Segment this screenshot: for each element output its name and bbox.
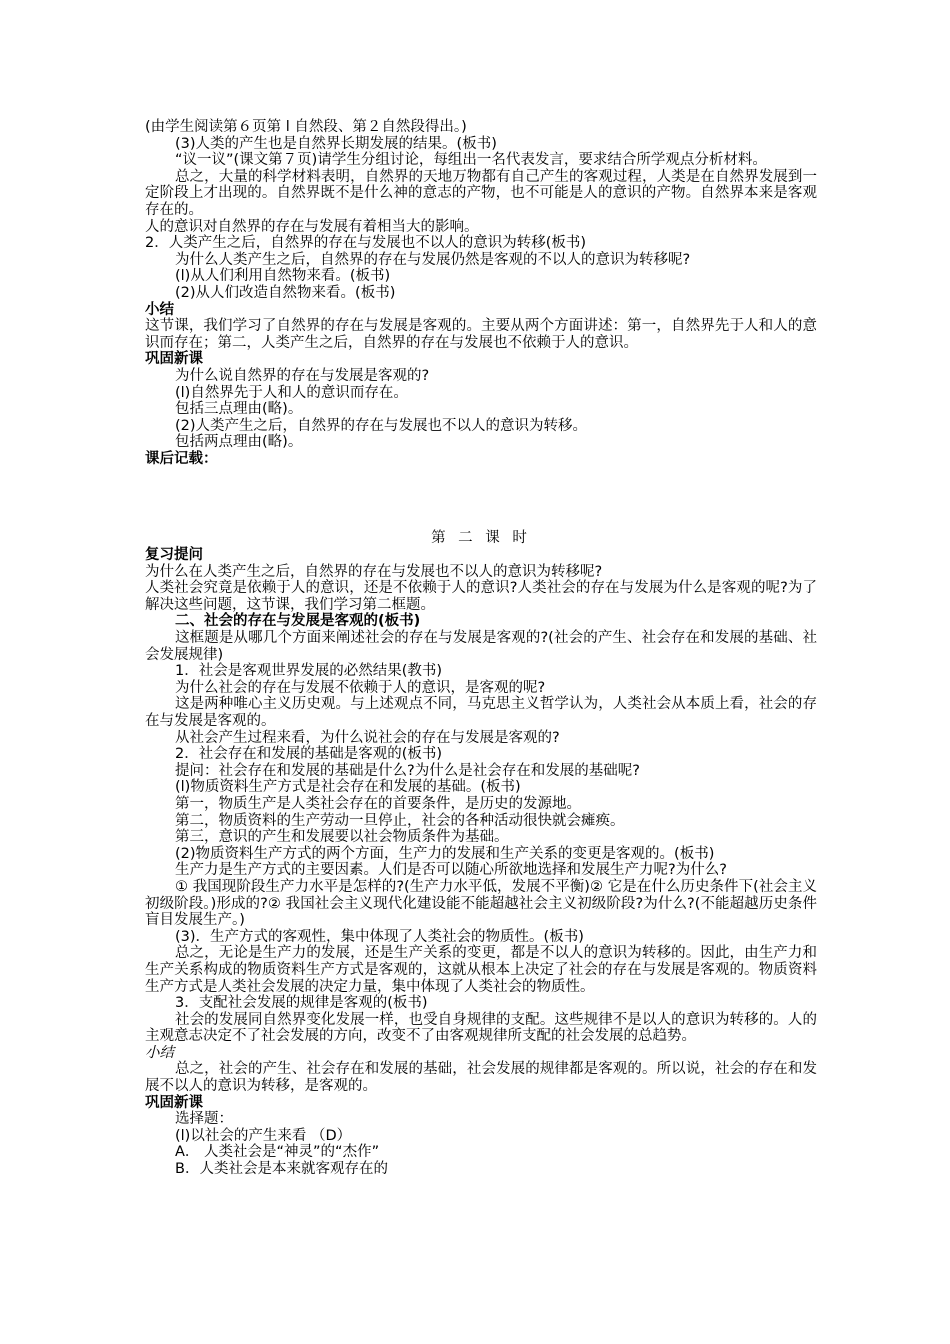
- text-paragraph: (2)人类产生之后，自然界的存在与发展也不以人的意识为转移。: [175, 417, 588, 434]
- text-paragraph: 小结: [145, 1044, 174, 1061]
- text-paragraph: 这是两种唯心主义历史观。与上述观点不同，马克思主义哲学认为，人类社会从本质上看，社会的存在与发展是客观的。: [145, 696, 817, 729]
- text-paragraph: 总之，无论是生产力的发展，还是生产关系的变更，都是不以人的意识为转移的。因此，由生产力和生产关系构成的物质资料生产方式是客观的，这就从根本上决定了社会的存在与发展是客观的。物质资料生产方式是人类社会发展的决定力量，集中体现了人类社会的物质性。: [145, 945, 817, 995]
- text-paragraph: 为什么说自然界的存在与发展是客观的?: [175, 367, 430, 384]
- spacer: [145, 482, 817, 516]
- text-paragraph: 3．支配社会发展的规律是客观的(板书): [175, 995, 428, 1012]
- text-paragraph: 选择题：: [175, 1111, 233, 1128]
- text-paragraph: 第一，物质生产是人类社会存在的首要条件，是历史的发源地。: [175, 795, 581, 812]
- section-heading: 课后记载：: [145, 450, 218, 467]
- text-paragraph: 为什么社会的存在与发展不依赖于人的意识，是客观的呢?: [175, 679, 546, 696]
- text-paragraph: (2)从人们改造自然物来看。(板书): [175, 284, 396, 301]
- text-paragraph: (2)物质资料生产方式的两个方面，生产力的发展和生产关系的变更是客观的。(板书): [175, 845, 715, 862]
- section-heading: 巩固新课: [145, 351, 203, 368]
- text-paragraph: (l)物质资料生产方式是社会存在和发展的基础。(板书): [175, 779, 521, 796]
- text-paragraph: 总之，社会的产生、社会存在和发展的基础，社会发展的规律都是客观的。所以说，社会的存在和发展不以人的意识为转移，是客观的。: [145, 1061, 817, 1095]
- text-paragraph: (l)自然界先于人和人的意识而存在。: [175, 384, 408, 401]
- text-paragraph: ① 我国现阶段生产力水平是怎样的?(生产力水平低，发展不平衡)② 它是在什么历史条件下(社会主义初级阶段。)形成的?② 我国社会主义现代化建设能不能超越社会主义初级阶段?为什么?(不能超越历史条件盲目发展生产。): [145, 878, 817, 929]
- text-paragraph: 社会的发展同自然界变化发展一样，也受自身规律的支配。这些规律不是以人的意识为转移的。人的主观意志决定不了社会发展的方向，改变不了由客观规律所支配的社会发展的总趋势。: [145, 1011, 817, 1045]
- section-heading: 二、社会的存在与发展是客观的(板书): [175, 613, 421, 630]
- text-paragraph: 1．社会是客观世界发展的必然结果(教书): [175, 663, 443, 680]
- text-paragraph: (3)人类的产生也是自然界长期发展的结果。(板书): [175, 135, 497, 152]
- document-page: [145, 119, 817, 1178]
- text-paragraph: 总之，大量的科学材料表明，自然界的天地万物都有自己产生的客观过程，人类是在自然界发展到一定阶段上才出现的。自然界既不是什么神的意志的产物，也不可能是人的意识的产物。自然界本来是客观存在的。: [145, 168, 817, 218]
- text-paragraph: 第二，物质资料的生产劳动一旦停止，社会的各种活动很快就会瘫痪。: [175, 812, 625, 829]
- text-paragraph: 包括两点理由(略)。: [175, 434, 303, 451]
- text-paragraph: 人类社会究竟是依赖于人的意识，还是不依赖于人的意识?人类社会的存在与发展为什么是客观的呢?为了解决这些问题，这节课，我们学习第二框题。: [145, 580, 817, 613]
- text-paragraph: 第三，意识的产生和发展要以社会物质条件为基础。: [175, 829, 509, 846]
- text-paragraph: 这节课，我们学习了自然界的存在与发展是客观的。主要从两个方面讲述：第一，自然界先于人和人的意识而存在；第二，人类产生之后，自然界的存在与发展也不依赖于人的意识。: [145, 318, 817, 351]
- text-paragraph: 包括三点理由(略)。: [175, 401, 303, 418]
- text-paragraph: (3)．生产方式的客观性，集中体现了人类社会的物质性。(板书): [175, 928, 584, 945]
- text-paragraph: B．人类社会是本来就客观存在的: [175, 1161, 388, 1178]
- text-paragraph: 为什么人类产生之后，自然界的存在与发展仍然是客观的不以人的意识为转移呢?: [175, 251, 691, 268]
- text-paragraph: 人的意识对自然界的存在与发展有着相当大的影响。: [145, 218, 479, 235]
- text-paragraph: (由学生阅读第６页第 l 自然段、第２自然段得出。): [145, 119, 467, 135]
- text-paragraph: A． 人类社会是“神灵”的“杰作”: [175, 1144, 380, 1161]
- text-paragraph: 这框题是从哪几个方面来阐述社会的存在与发展是客观的?(社会的产生、社会存在和发展的基础、社会发展规律): [145, 630, 817, 663]
- text-paragraph: (l)从人们利用自然物来看。(板书): [175, 268, 391, 285]
- text-paragraph: “议一议”(课文第７页)请学生分组讨论，每组出一名代表发言，要求结合所学观点分析材料。: [175, 152, 767, 169]
- section-heading: 复习提问: [145, 547, 203, 564]
- text-paragraph: 为什么在人类产生之后，自然界的存在与发展也不以人的意识为转移呢?: [145, 563, 603, 580]
- text-paragraph: 第 二 课 时: [431, 530, 531, 547]
- text-paragraph: (l)以社会的产生来看 （D）: [175, 1127, 352, 1144]
- section-heading: 小结: [145, 301, 174, 318]
- text-paragraph: 2．社会存在和发展的基础是客观的(板书): [175, 746, 443, 763]
- section-heading: 巩固新课: [145, 1094, 203, 1111]
- text-paragraph: 提问：社会存在和发展的基础是什么?为什么是社会存在和发展的基础呢?: [175, 762, 640, 779]
- text-paragraph: 2．人类产生之后，自然界的存在与发展也不以人的意识为转移(板书): [145, 235, 587, 252]
- text-paragraph: 生产力是生产方式的主要因素。人们是否可以随心所欲地选择和发展生产力呢?为什么?: [175, 862, 727, 879]
- text-paragraph: 从社会产生过程来看，为什么说社会的存在与发展是客观的?: [175, 729, 560, 746]
